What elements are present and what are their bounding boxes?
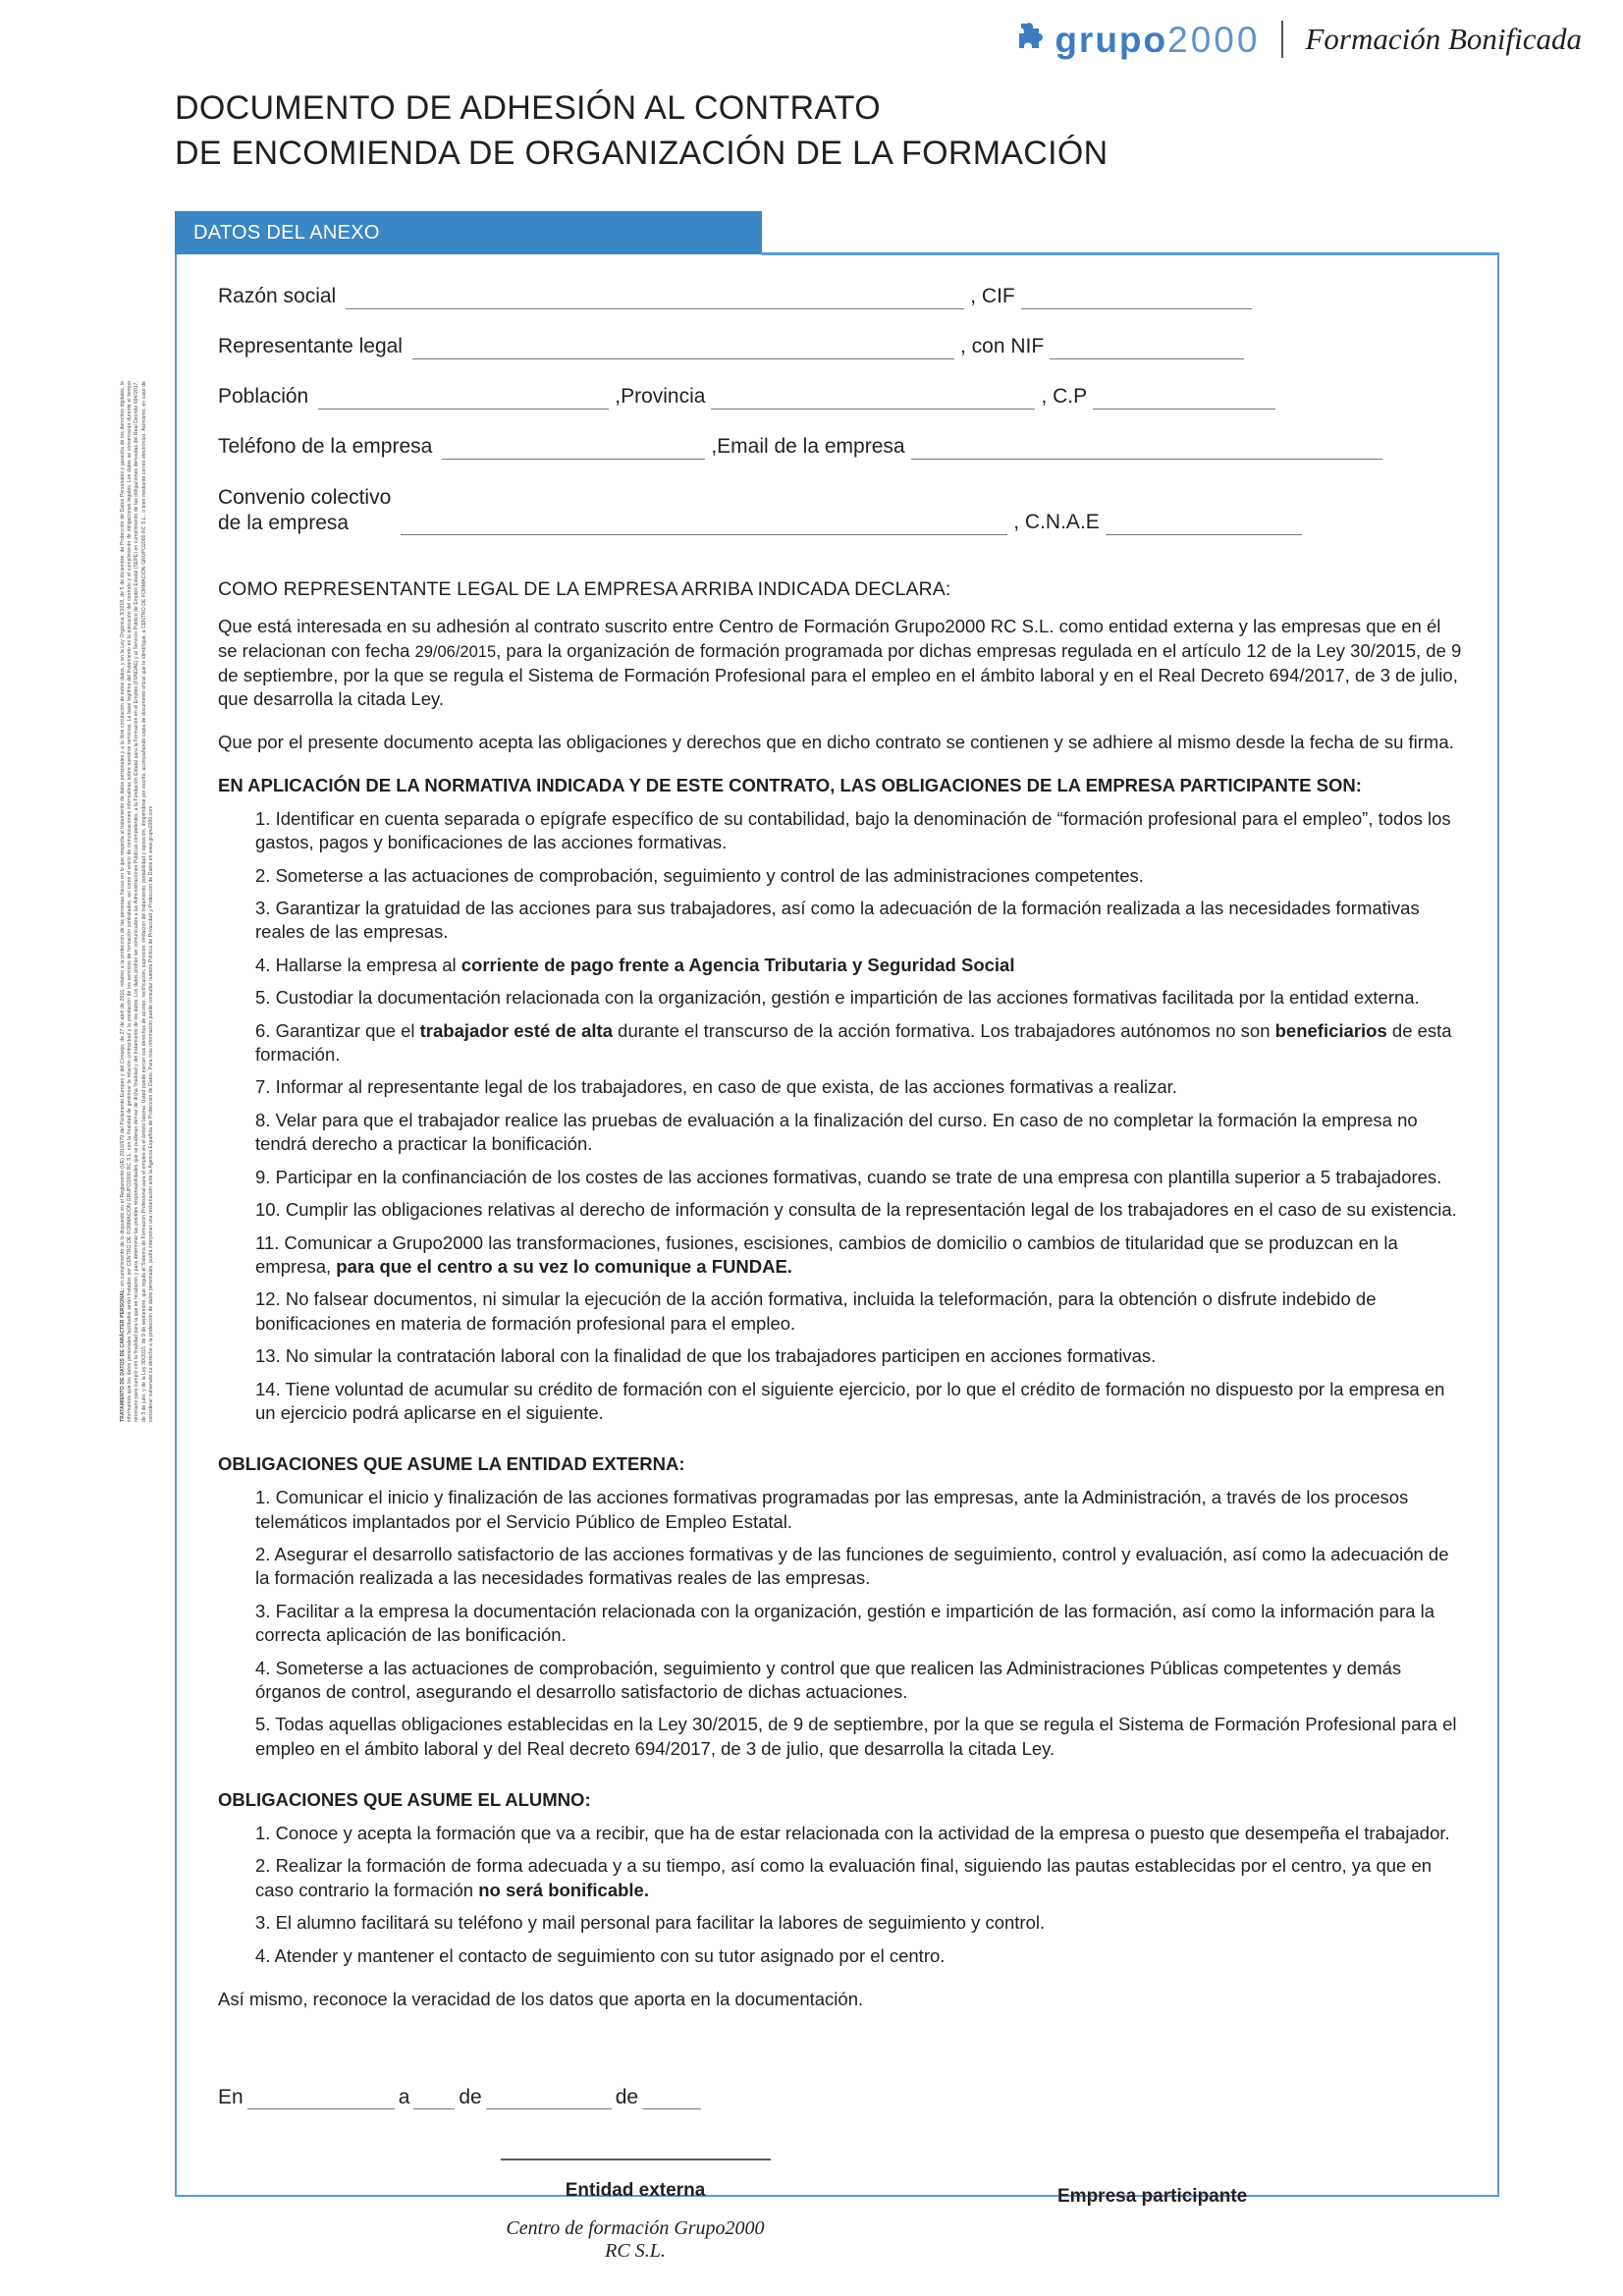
declaration-heading: COMO REPRESENTANTE LEGAL DE LA EMPRESA ARRIBA INDICADA DECLARA: [218, 578, 951, 600]
input-place[interactable] [247, 2090, 395, 2109]
input-day[interactable] [413, 2090, 455, 2109]
list-item: 9. Participar en la confinanciación de los costes de las acciones formativas, cuando se trate de una empresa con plantilla superior a 5 trabajadores. [255, 1166, 1442, 1187]
privacy-legal-title: TRATAMIENTO DE DATOS DE CARÁCTER PERSONAL: [119, 1287, 126, 1423]
logo-bold-text: grupo [1055, 19, 1168, 60]
input-telefono[interactable] [442, 439, 705, 460]
declaration-contract-date: 29/06/2015 [414, 642, 497, 661]
list-item [255, 1231, 1463, 1280]
logo-wordmark [1055, 19, 1261, 60]
label-razon-social: Razón social [218, 285, 337, 307]
signature-block-entidad-externa [498, 2159, 773, 2263]
form-row-telefono [218, 435, 1458, 460]
page-title-line1: DOCUMENTO DE ADHESIÓN AL CONTRATO [175, 89, 881, 127]
label-cp: , C.P [1041, 385, 1088, 408]
label-email: ,Email de la empresa [711, 435, 905, 458]
input-cnae[interactable] [1106, 515, 1302, 535]
form-row-convenio [218, 485, 1458, 535]
declaration-paragraph-2: Que por el presente documento acepta las obligaciones y derechos que en dicho contrato se contienen y se adhiere al mismo desde la fecha de su firma. [218, 732, 1454, 753]
item11-part-b: para que el centro a su vez lo comunique a FUNDAE. [336, 1255, 792, 1277]
label-de-2: de [615, 2086, 639, 2108]
grupo2000-logo [1018, 19, 1261, 60]
list-item: 3. El alumno facilitará su teléfono y mail personal para facilitar la labores de seguimiento y control. [255, 1912, 1046, 1934]
list-item: 1. Conoce y acepta la formación que va a recibir, que ha de estar relacionada con la actividad de la empresa o puesto que desempeña el trabajador. [255, 1822, 1450, 1843]
alumno-item2-part-b: no será bonificable. [478, 1879, 649, 1900]
list-item: 4. Atender y mantener el contacto de seguimiento con su tutor asignado por el centro. [255, 1944, 946, 1966]
item6-part-a: 6. Garantizar que el [255, 1019, 420, 1041]
input-poblacion[interactable] [318, 389, 609, 410]
input-provincia[interactable] [711, 389, 1035, 410]
item6-part-e: de esta formación. [255, 1019, 1452, 1066]
puzzle-piece-icon [1018, 22, 1045, 57]
input-cif[interactable] [1021, 289, 1252, 309]
input-year[interactable] [642, 2090, 701, 2109]
list-item: 2. Someterse a las actuaciones de comprobación, seguimiento y control de las administraciones competentes. [255, 864, 1144, 886]
list-item [255, 1019, 1463, 1067]
label-de-1: de [459, 2086, 482, 2108]
label-poblacion: Población [218, 385, 309, 408]
privacy-legal-text: en cumplimiento de lo dispuesto en el Reglamento (UE) 2016/679 del Parlamento Europeo y del Consejo, de 27 de abril de 2016, relativo a la protección de las personas físicas en lo que respecta al tratamiento de datos personales y a la libre circulación de estos datos, y en la Ley Orgánica 3/2018, de 5 de diciembre, de Protección de Datos Personales y garantía de los derechos digitales, le informamos que los datos personales facilitados serán tratados por CENTRO DE FORMACIÓN GRUPO2000 RC S.L. con la finalidad de gestionar la relación contractual y la prestación de los servicios de formación contratados, así como el envío de comunicaciones informativas sobre nuestros servicios. La base legítima del tratamiento es la ejecución del contrato y el cumplimiento de obligaciones legales. Los datos se conservarán durante el tiempo necesario para cumplir con la finalidad para la que se recabaron y para determinar las posibles responsabilidades que se pudieran derivar de dicha finalidad y del tratamiento de los datos. Los datos podrán ser comunicados a las Administraciones Públicas competentes, a la Fundación Estatal para la Formación en el Empleo (FUNDAE) y al Servicio Público de Empleo Estatal (SEPE) en cumplimiento de las obligaciones derivadas del Real Decreto 694/2017, de 3 de julio, y de la Ley 30/2015, de 9 de septiembre, que regula el Sistema de Formación Profesional para el empleo en el ámbito laboral. Usted puede ejercer sus derechos de acceso, rectificación, supresión, limitación del tratamiento, portabilidad y oposición, dirigiéndose por escrito, acompañando copia de documento oficial que le identifique, a CENTRO DE FORMACIÓN GRUPO2000 RC S.L., o bien mediante correo electrónico. Asimismo, en caso de considerar vulnerado su derecho a la protección de datos personales, podrá interponer una reclamación ante la Agencia Española de Protección de Datos. Para más información puede consultar nuestra Política de Privacidad y Protección de Datos en www.grupo2000.com [119, 381, 154, 1423]
list-item: 14. Tiene voluntad de acumular su crédito de formación con el siguiente ejercicio, por lo que el crédito de formación no dispuesto por la empresa en un ejercicio podrá aplicarse en el siguiente. [255, 1378, 1445, 1423]
list-item: 12. No falsear documentos, ni simular la ejecución de la acción formativa, incluida la teleformación, para la obtención o disfrute indebido de bonificaciones en materia de formación profesional para el empleo. [255, 1288, 1377, 1334]
declaration-paragraph-1 [218, 615, 1463, 712]
label-convenio-colectivo [218, 485, 391, 535]
logo-divider [1281, 21, 1283, 58]
item6-part-d: beneficiarios [1274, 1019, 1387, 1041]
list-item: 2. Asegurar el desarrollo satisfactorio de las acciones formativas y de las funciones de seguimiento, control y evaluación, así como la adecuación de la formación realizada a las necesidades formativas reales de las empresas. [255, 1543, 1449, 1589]
label-cif: , CIF [970, 285, 1015, 307]
alumno-item2-part-a: 2. Realizar la formación de forma adecuada y a su tiempo, así como la evaluación final, siguiendo las pautas establecidas por el centro, ya que en caso contrario la formación [255, 1855, 1433, 1900]
list-item: 4. Someterse a las actuaciones de comprobación, seguimiento y control que que realicen las Administraciones Públicas competentes y demás órganos de control, asegurando el desarrollo satisfactorio de dichas actuaciones. [255, 1657, 1402, 1702]
label-representante-legal: Representante legal [218, 335, 403, 357]
section-tab-datos-del-anexo [175, 211, 762, 254]
section-tab-label: DATOS DEL ANEXO [193, 221, 380, 244]
spacer [218, 1770, 1463, 1782]
label-convenio-line2: de la empresa [218, 511, 350, 534]
signature-subtitle-centro: Centro de formación Grupo2000 RC S.L. [506, 2216, 765, 2262]
list-item [255, 954, 1463, 977]
label-provincia: ,Provincia [615, 385, 706, 408]
list-item: 3. Garantizar la gratuidad de las acciones para sus trabajadores, así como la adecuación de la formación realizada a las necesidades formativas reales de las empresas. [255, 898, 1420, 943]
empresa-participante-list [218, 807, 1463, 1426]
alumno-list [218, 1822, 1463, 1968]
list-item: 5. Todas aquellas obligaciones establecidas en la Ley 30/2015, de 9 de septiembre, por la que se regula el Sistema de Formación Profesional para el empleo en el ámbito laboral y del Real decreto 694/2017, de 3 de julio, que desarrolla la citada Ley. [255, 1714, 1457, 1759]
signature-label-entidad-externa: Entidad externa [565, 2179, 706, 2201]
privacy-legal-sidebar [120, 381, 155, 1422]
signature-label-empresa-participante: Empresa participante [1057, 2186, 1248, 2207]
label-convenio-line1: Convenio colectivo [218, 486, 392, 509]
closing-statement: Así mismo, reconoce la veracidad de los datos que aporta en la documentación. [218, 1989, 864, 2009]
label-cnae: , C.N.A.E [1013, 511, 1100, 534]
input-month[interactable] [486, 2090, 612, 2109]
label-a: a [398, 2086, 410, 2108]
declaration-p1-part-a: Que está interesada en su adhesión al contrato suscrito entre Centro de Formación Grupo2000 RC S.L. como entidad externa y las empresas que en él se relacionan con fecha [218, 616, 1441, 661]
list-item [255, 1854, 1463, 1902]
page-title [175, 86, 1109, 176]
empresa-participante-heading: EN APLICACIÓN DE LA NORMATIVA INDICADA Y DE ESTE CONTRATO, LAS OBLIGACIONES DE LA EMPRESA PARTICIPANTE SON: [218, 775, 1362, 796]
document-body [218, 576, 1463, 2012]
entidad-externa-list [218, 1486, 1463, 1761]
input-representante-legal[interactable] [412, 339, 954, 359]
item11-part-a: 11. Comunicar a Grupo2000 las transformaciones, fusiones, escisiones, cambios de domicilio o cambios de titularidad que se produzcan en la empresa, [255, 1231, 1398, 1277]
input-convenio-colectivo[interactable] [401, 515, 1007, 535]
brand-header [1018, 18, 1582, 61]
logo-thin-text: 2000 [1167, 19, 1261, 60]
entidad-externa-heading: OBLIGACIONES QUE ASUME LA ENTIDAD EXTERNA: [218, 1453, 685, 1475]
form-row-razon-social [218, 285, 1458, 309]
item4-part-a: 4. Hallarse la empresa al [255, 954, 461, 975]
label-en: En [218, 2086, 243, 2108]
brand-tagline: Formación Bonificada [1305, 22, 1582, 56]
input-cp[interactable] [1093, 389, 1275, 410]
declaration-p1-part-b: , para la organización de formación programada por dichas empresas regulada en el artículo 12 de la Ley 30/2015, de 9 de septiembre, por la que se regula el Sistema de Formación Profesional para el empleo en el ámbito laboral y en el Real Decreto 694/2017, de 3 de julio, que desarrolla la citada Ley. [218, 639, 1462, 710]
list-item: 13. No simular la contratación laboral con la finalidad de que los trabajadores participen en acciones formativas. [255, 1345, 1157, 1367]
form-row-poblacion [218, 385, 1458, 410]
input-email[interactable] [911, 439, 1382, 460]
list-item: 1. Identificar en cuenta separada o epígrafe específico de su contabilidad, bajo la denominación de “formación profesional para el empleo”, todos los gastos, pagos y bonificaciones de las acciones formativas. [255, 807, 1451, 853]
spacer [218, 1434, 1463, 1447]
label-nif: , con NIF [959, 335, 1045, 357]
item6-part-c: durante el transcurso de la acción formativa. Los trabajadores autónomos no son [613, 1019, 1275, 1041]
list-item: 5. Custodiar la documentación relacionada con la organización, gestión e impartición de las acciones formativas facilitada por la entidad externa. [255, 987, 1420, 1009]
list-item: 3. Facilitar a la empresa la documentación relacionada con la organización, gestión e impartición de las formación, así como la información para la correcta aplicación de las bonificación. [255, 1600, 1435, 1646]
list-item: 8. Velar para que el trabajador realice las pruebas de evaluación a la finalización del curso. En caso de no completar la formación la empresa no tendrá derecho a practicar la bonificación. [255, 1109, 1418, 1155]
list-item: 7. Informar al representante legal de los trabajadores, en caso de que exista, de las acciones formativas a realizar. [255, 1076, 1177, 1098]
signature-line-entidad-externa[interactable] [501, 2159, 771, 2160]
label-telefono: Teléfono de la empresa [218, 435, 433, 458]
date-place-line [218, 2086, 705, 2109]
list-item: 1. Comunicar el inicio y finalización de las acciones formativas programadas por las empresas, ante la Administración, a través de los procesos telemáticos implantados por el Servicio Público de Empleo Estatal. [255, 1487, 1409, 1532]
form-row-representante-legal [218, 335, 1458, 359]
anexo-form [218, 285, 1458, 535]
input-razon-social[interactable] [346, 289, 964, 309]
alumno-heading: OBLIGACIONES QUE ASUME EL ALUMNO: [218, 1789, 591, 1811]
item6-part-b: trabajador esté de alta [419, 1019, 614, 1041]
page-title-line2: DE ENCOMIENDA DE ORGANIZACIÓN DE LA FORMACIÓN [175, 134, 1109, 172]
item4-part-b: corriente de pago frente a Agencia Tributaria y Seguridad Social [460, 954, 1015, 975]
list-item: 10. Cumplir las obligaciones relativas al derecho de información y consulta de la representación legal de los trabajadores en el caso de su existencia. [255, 1199, 1457, 1221]
input-nif[interactable] [1050, 339, 1244, 359]
